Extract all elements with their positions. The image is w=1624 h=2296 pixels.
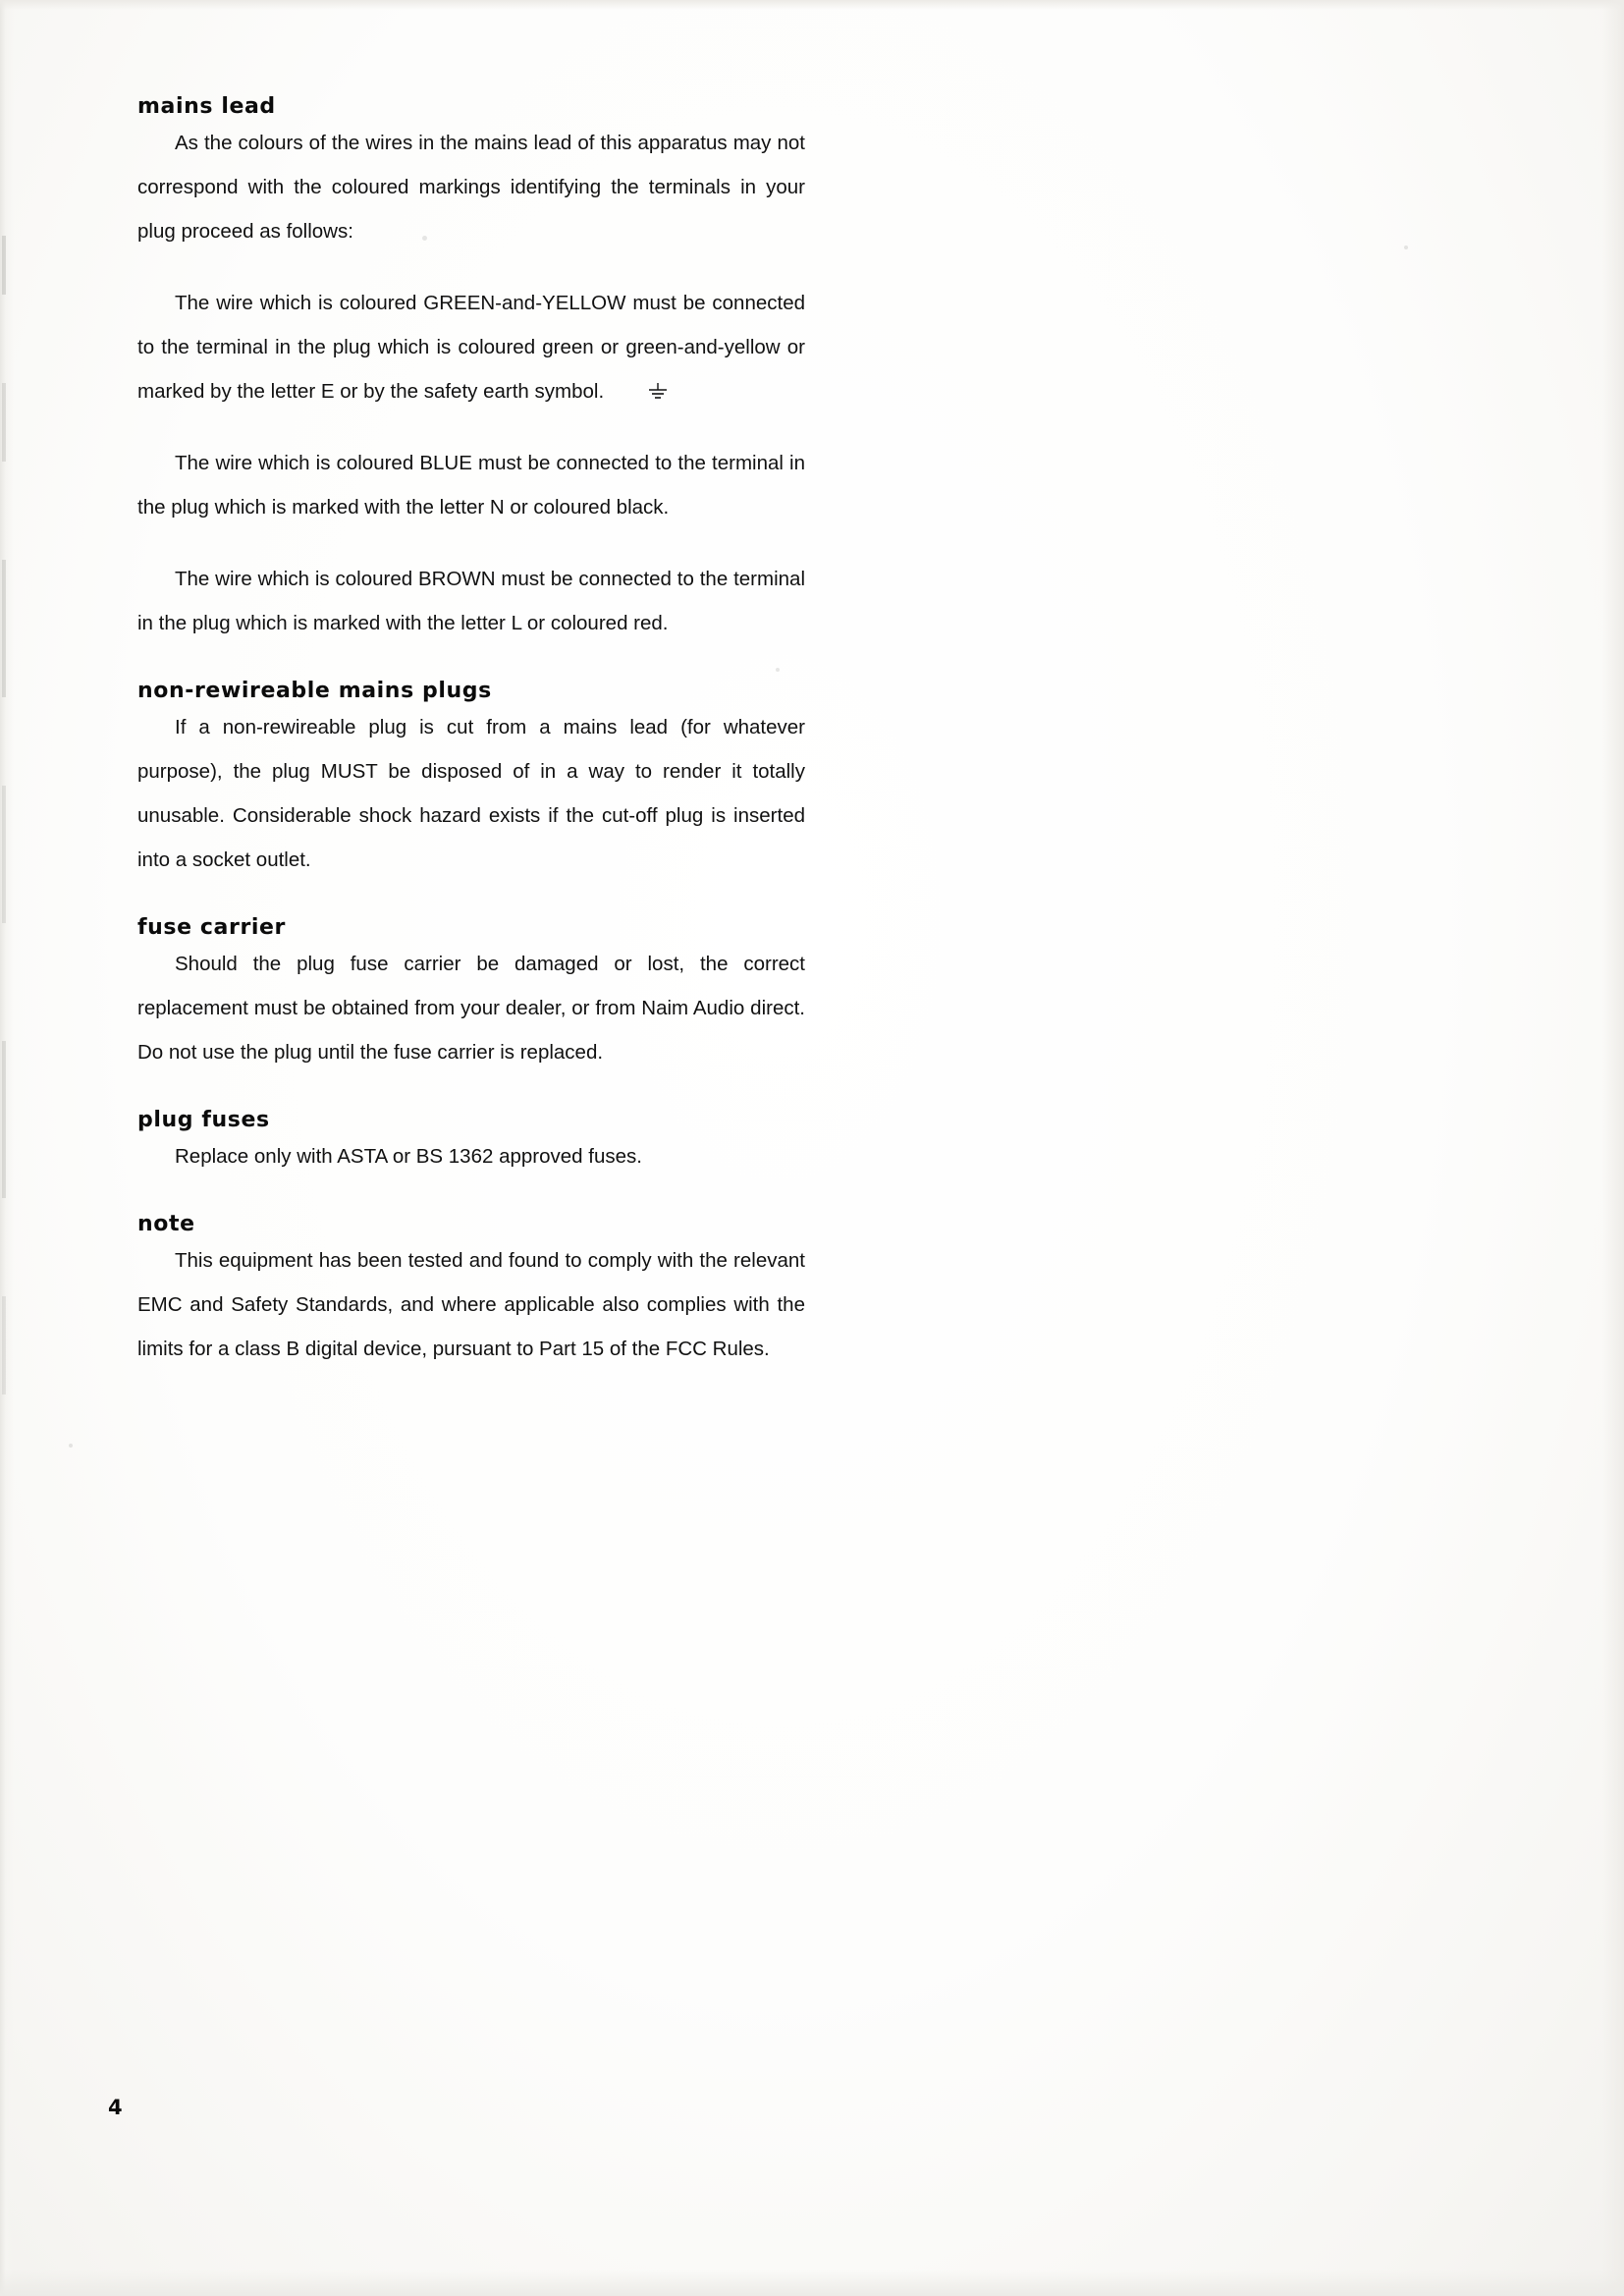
paragraph-block bbox=[137, 121, 805, 253]
scan-speckle bbox=[69, 1444, 73, 1448]
scan-edge-bottom bbox=[0, 2270, 1624, 2296]
scan-edge-right bbox=[1602, 0, 1624, 2296]
paragraph-block bbox=[137, 942, 805, 1074]
section-note bbox=[137, 1212, 805, 1371]
paragraph-block bbox=[137, 705, 805, 882]
paragraph-block bbox=[137, 1238, 805, 1371]
scan-speckle bbox=[1404, 246, 1408, 249]
section-heading-note: note bbox=[137, 1212, 195, 1236]
paragraph-block bbox=[137, 557, 805, 645]
section-fuse-carrier bbox=[137, 915, 805, 1074]
section-mains-lead bbox=[137, 94, 805, 645]
page-number: 4 bbox=[108, 2096, 123, 2119]
section-heading-fuse-carrier: fuse carrier bbox=[137, 915, 287, 940]
document-body bbox=[137, 94, 805, 1398]
safety-earth-icon bbox=[610, 373, 631, 393]
paragraph-mains-lead-3: The wire which is coloured BLUE must be connected to the terminal in the plug which is marked with the letter N or coloured black. bbox=[137, 452, 805, 519]
scan-edge-top bbox=[0, 0, 1624, 10]
paragraph-block bbox=[137, 441, 805, 529]
section-plug-fuses bbox=[137, 1108, 805, 1178]
paragraph-fuse-carrier-1: Should the plug fuse carrier be damaged or lost, the correct replacement must be obtained from your dealer, or from Naim Audio direct. Do not use the plug until the fuse carrier is replaced. bbox=[137, 953, 805, 1064]
paragraph-mains-lead-4: The wire which is coloured BROWN must be connected to the terminal in the plug which is marked with the letter L or coloured red. bbox=[137, 568, 805, 634]
section-non-rewireable-mains-plugs bbox=[137, 679, 805, 882]
paragraph-plug-fuses-1: Replace only with ASTA or BS 1362 approved fuses. bbox=[175, 1145, 642, 1168]
binding-marks bbox=[2, 236, 6, 1394]
paragraph-mains-lead-2 bbox=[137, 281, 805, 413]
paragraph-mains-lead-2-text: The wire which is coloured GREEN-and-YELLOW must be connected to the terminal in the plug which is coloured green or green-and-yellow or marked by the letter E or by the safety earth symbol. bbox=[137, 292, 805, 403]
paragraph-non-rewireable-1: If a non-rewireable plug is cut from a mains lead (for whatever purpose), the plug MUST be disposed of in a way to render it totally unusable. Considerable shock hazard exists if the cut-off plug is inserted into a socket outlet. bbox=[137, 716, 805, 871]
paragraph-block bbox=[137, 281, 805, 413]
section-heading-mains-lead: mains lead bbox=[137, 94, 276, 119]
paragraph-note-1: This equipment has been tested and found to comply with the relevant EMC and Safety Standards, and where applicable also complies with the limits for a class B digital device, pursuant to Part 15 of the FCC Rules. bbox=[137, 1249, 805, 1360]
paragraph-block bbox=[137, 1134, 805, 1178]
section-heading-non-rewireable-mains-plugs: non-rewireable mains plugs bbox=[137, 679, 492, 703]
paragraph-mains-lead-1: As the colours of the wires in the mains lead of this apparatus may not correspond with the coloured markings identifying the terminals in your plug proceed as follows: bbox=[137, 132, 805, 243]
section-heading-plug-fuses: plug fuses bbox=[137, 1108, 270, 1132]
